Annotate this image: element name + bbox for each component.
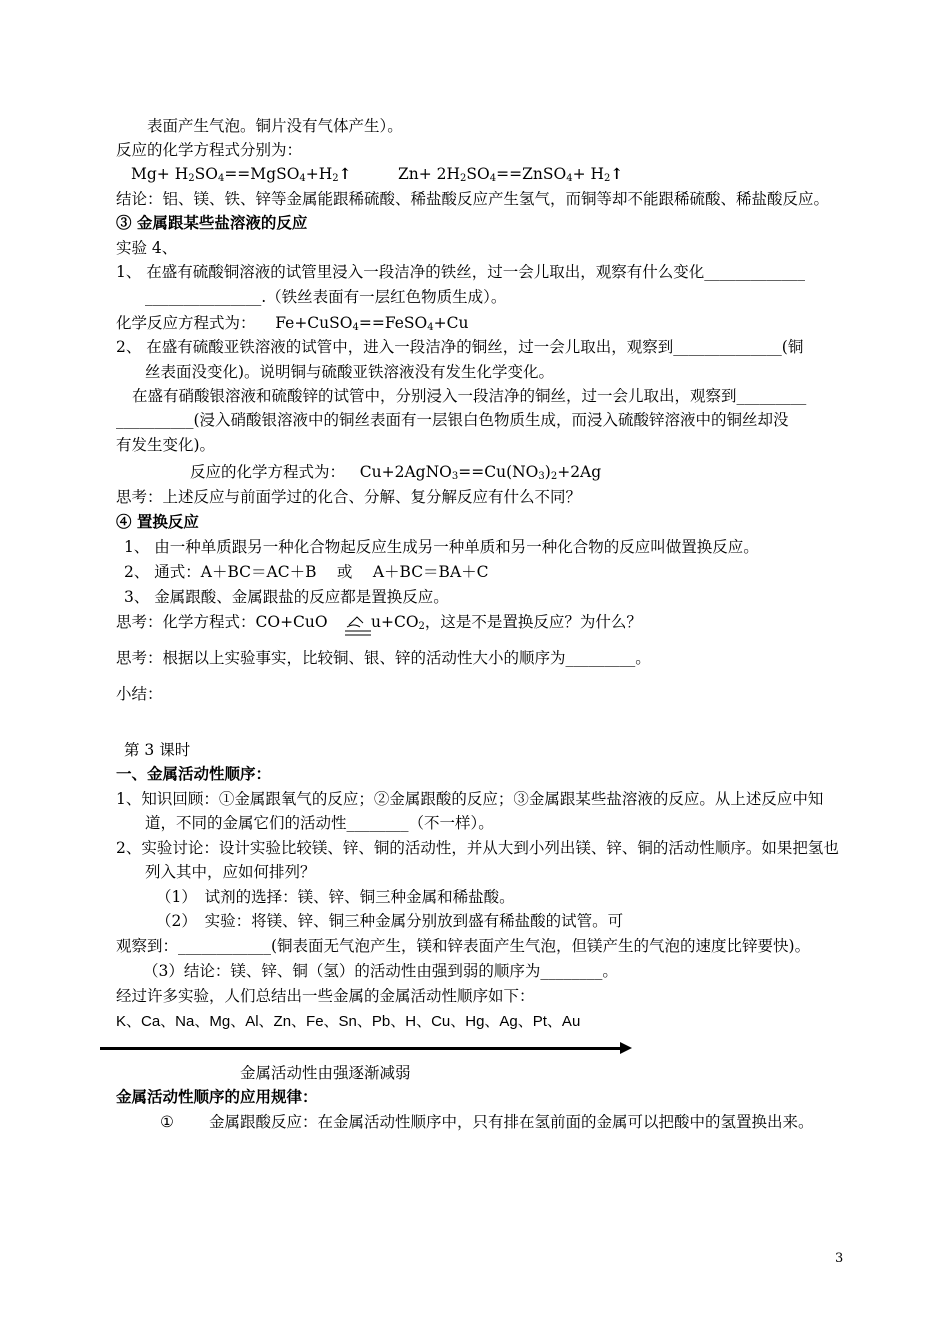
page-number: 3 xyxy=(835,1251,844,1266)
equation-zn: $Zn+ 2H_2SO_4==ZnSO_4+$ $H_2↑$ xyxy=(398,164,624,184)
section-heading: 一、金属活动性顺序： xyxy=(116,764,272,783)
text-line: （2） 实验：将镁、锌、铜三种金属分别放到盛有稀盐酸的试管。可 xyxy=(156,912,624,930)
text-line: 有发生变化)。 xyxy=(116,436,216,454)
text-line: 1、知识回顾：①金属跟氧气的反应；②金属跟酸的反应；③金属跟某些盐溶液的反应。从上述反应中知 xyxy=(116,790,824,808)
text-line: 1、 在盛有硫酸铜溶液的试管里浸入一段洁净的铁丝，过一会儿取出，观察有什么变化_____________ xyxy=(116,263,806,281)
activity-arrow-head xyxy=(620,1042,632,1054)
text-line: 列入其中，应如何排列？ xyxy=(145,863,316,881)
text-line: 2、 在盛有硫酸亚铁溶液的试管中，进入一段洁净的铜丝，过一会儿取出，观察到______________(铜 xyxy=(116,338,804,356)
text-line: 观察到：____________(铜表面无气泡产生，镁和锌表面产生气泡，但镁产生的气泡的速度比锌要快)。 xyxy=(116,937,811,955)
text-line: 反应的化学方程式分别为： xyxy=(116,141,303,159)
section-heading: 金属活动性顺序的应用规律： xyxy=(116,1087,318,1106)
text-line: 丝表面没变化)。说明铜与硫酸亚铁溶液没有发生化学变化。 xyxy=(145,363,555,381)
text-line: 金属跟酸反应：在金属活动性顺序中，只有排在氢前面的金属可以把酸中的氢置换出来。 xyxy=(209,1113,814,1131)
equation-cu: 反应的化学方程式为： $Cu+2AgNO_3==Cu(NO_3)_2+2Ag$ xyxy=(190,463,602,482)
text-line: 实验 4、 xyxy=(116,239,178,257)
metal-activity-series: K、Ca、Na、Mg、Al、Zn、Fe、Sn、Pb、H、Cu、Hg、Ag、Pt、Au xyxy=(116,1013,581,1030)
text-line: _______________.（铁丝表面有一层红色物质生成）。 xyxy=(145,288,507,306)
text-line: （3）结论：镁、锌、铜（氢）的活动性由强到弱的顺序为________。 xyxy=(143,962,618,980)
section-heading: ④ 置换反应 xyxy=(116,512,199,531)
equation-mg: $Mg+ H_2SO_4==MgSO_4+H_2↑$ xyxy=(131,164,352,184)
text-line: 2、实验讨论：设计实验比较镁、锌、铜的活动性，并从大到小列出镁、锌、铜的活动性顺序。如果把氢也 xyxy=(116,839,839,857)
lesson-label: 第 3 课时 xyxy=(124,741,191,759)
text-line: 结论：铝、镁、铁、锌等金属能跟稀硫酸、稀盐酸反应产生氢气，而铜等却不能跟稀硫酸、稀盐酸反应。 xyxy=(116,190,830,208)
text-line: 道，不同的金属它们的活动性________（不一样）。 xyxy=(145,814,494,832)
section-heading: ③ 金属跟某些盐溶液的反应 xyxy=(116,213,308,232)
list-marker: ① xyxy=(160,1113,174,1131)
equation-fe: 化学反应方程式为： Fe+CuSO$_4$==FeSO$_4$+Cu xyxy=(116,314,469,333)
text-line: $u+CO_2$，这是不是置换反应？为什么？ xyxy=(371,613,642,632)
text-line: __________(浸入硝酸银溶液中的铜丝表面有一层银白色物质生成，而浸入硫酸锌溶液中的铜丝却没 xyxy=(116,411,789,429)
arrow-caption: 金属活动性由强逐渐减弱 xyxy=(240,1064,411,1082)
text-line: 表面产生气泡。铜片没有气体产生）。 xyxy=(147,117,403,135)
text-line: （1） 试剂的选择：镁、锌、铜三种金属和稀盐酸。 xyxy=(156,888,515,906)
text-line: 思考：化学方程式：CO+CuO xyxy=(116,613,328,631)
heating-condition-symbol xyxy=(344,614,372,640)
text-line: 思考：根据以上实验事实，比较铜、银、锌的活动性大小的顺序为_________。 xyxy=(116,649,651,667)
text-line: 1、 由一种单质跟另一种化合物起反应生成另一种单质和另一种化合物的反应叫做置换反应。 xyxy=(124,538,759,556)
text-line: 2、 通式：A＋BC＝AC＋B 或 A＋BC＝BA＋C xyxy=(124,563,489,581)
text-line: 思考：上述反应与前面学过的化合、分解、复分解反应有什么不同？ xyxy=(116,488,582,506)
text-line: 在盛有硝酸银溶液和硫酸锌的试管中，分别浸入一段洁净的铜丝，过一会儿取出，观察到_________ xyxy=(132,387,807,405)
text-line: 小结： xyxy=(116,685,163,703)
activity-arrow-line xyxy=(100,1047,622,1050)
text-line: 经过许多实验，人们总结出一些金属的金属活动性顺序如下： xyxy=(116,987,535,1005)
text-line: 3、 金属跟酸、金属跟盐的反应都是置换反应。 xyxy=(124,588,449,606)
